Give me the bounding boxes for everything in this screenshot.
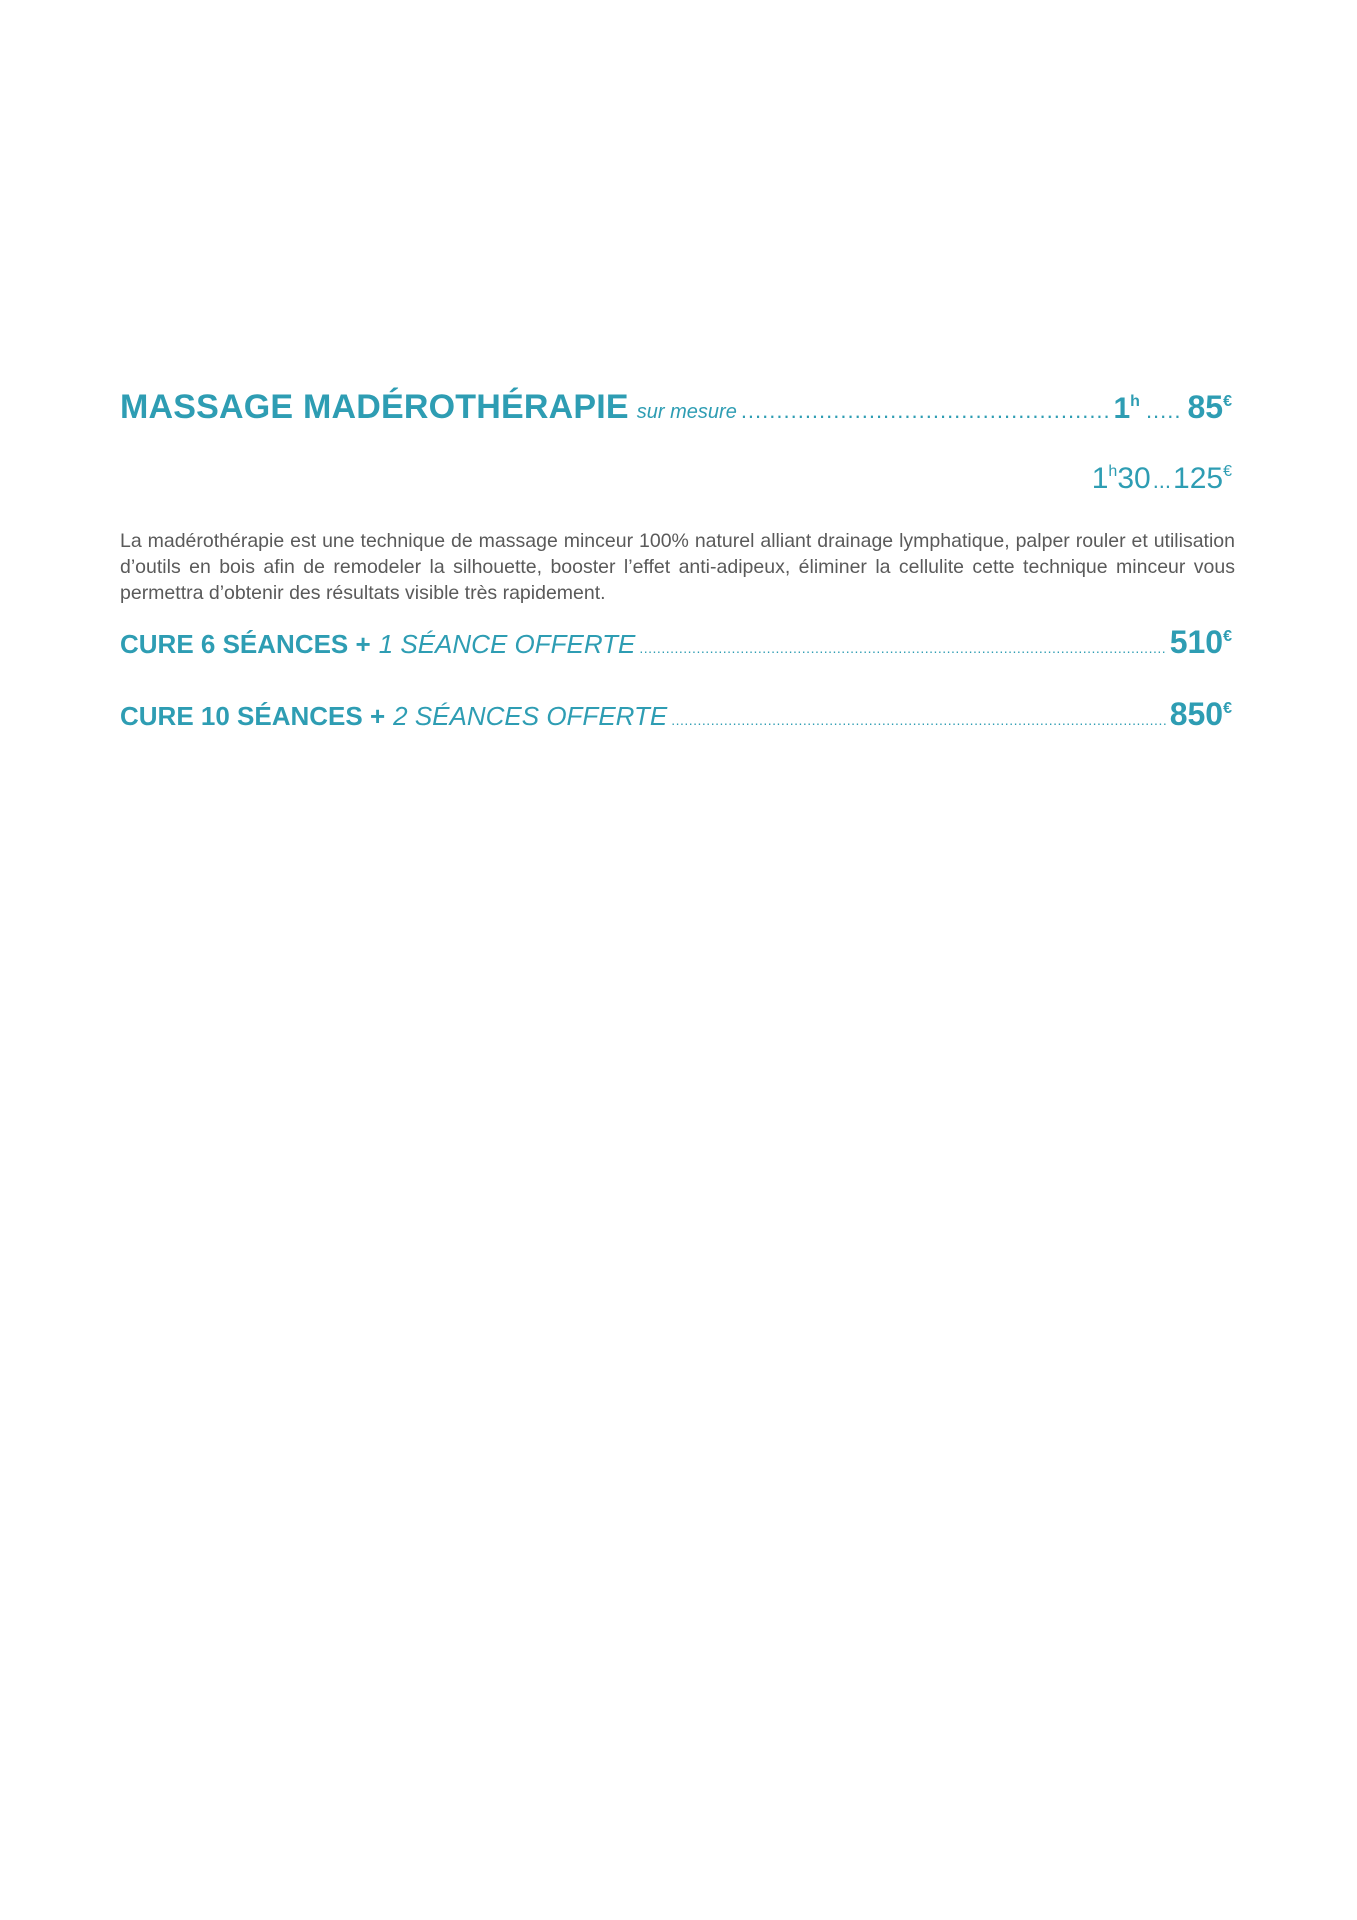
duration-1 [1113,392,1139,426]
service-title: MASSAGE MADÉROTHÉRAPIE [120,388,629,426]
price-1-currency: € [1223,393,1232,410]
cure-price [1170,624,1232,661]
duration-1-unit: h [1130,393,1140,410]
price-2-separator: ... [1152,468,1172,493]
price-1 [1188,389,1233,426]
dot-leader [639,640,1165,656]
price-2-value: 125 [1173,462,1224,495]
price-separator: ..... [1145,398,1182,423]
price-2-currency: € [1223,463,1232,480]
cure-price-value: 510 [1169,624,1224,660]
dot-leader [741,398,1110,424]
cure-row [120,624,1232,661]
duration-1-value: 1 [1113,392,1131,425]
service-subtitle: sur mesure [636,401,737,423]
cure-price-currency: € [1223,700,1232,717]
duration-2-unit: h [1108,463,1118,480]
second-option-row [120,462,1232,496]
cure-offer: 2 SÉANCES OFFERTE [393,701,668,731]
cure-price-currency: € [1223,628,1232,645]
main-service-row [120,388,1232,427]
price-2 [1173,462,1232,495]
cure-offer: 1 SÉANCE OFFERTE [378,629,636,659]
duration-2-hours: 1 [1091,462,1109,495]
duration-2-minutes: 30 [1117,462,1151,495]
price-1-value: 85 [1187,389,1224,425]
cure-title: CURE 6 SÉANCES + [120,629,371,659]
cure-title: CURE 10 SÉANCES + [120,701,386,731]
cure-row [120,696,1232,733]
dot-leader [671,712,1166,728]
service-description: La madérothérapie est une technique de massage minceur 100% naturel alliant drainage lymphatique, palper rouler et utilisation d’outils en bois afin de remodeler la silhouette, booster l’effet anti-adipeux, éliminer la cellulite cette technique minceur vous permettra d’obtenir des résultats visible très rapidement. [120,529,1235,604]
duration-2 [1092,462,1151,495]
cure-price [1170,696,1232,733]
cure-price-value: 850 [1169,696,1224,732]
